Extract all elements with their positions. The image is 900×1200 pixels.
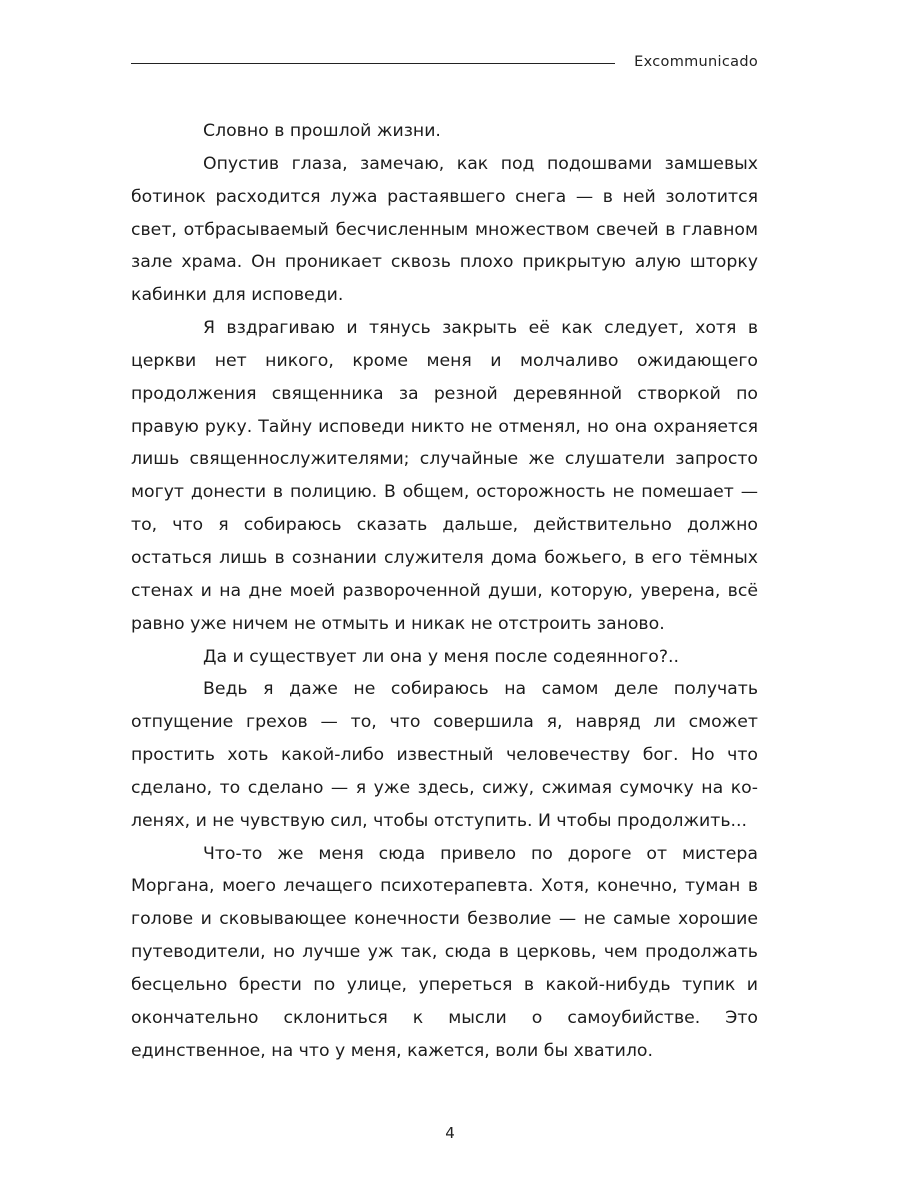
paragraph: Опустив глаза, замечаю, как под подошвами замшевых ботинок расходится лужа растаявшего снега — в ней золотится свет, отбрасываемый бесчисленным множеством свечей в главном зале храма. Он проникает сквозь плохо прикрытую алую шторку кабинки для исповеди. bbox=[131, 153, 758, 306]
page-number: 4 bbox=[445, 1124, 455, 1142]
running-header bbox=[131, 52, 758, 74]
paragraph: Я вздрагиваю и тянусь закрыть её как следует, хотя в церкви нет никого, кроме меня и молчаливо ожидающего продолжения священника за резной деревянной створкой по правую руку. Тайну исповеди никто не отменял, но она охраняется лишь священнослужителями; случайные же слушатели запросто могут донести в полицию. В общем, осторожность не помешает — то, что я собираюсь сказать дальше, действительно должно остаться лишь в сознании служителя дома божьего, в его тёмных стенах и на дне моей развороченной души, которую, уверена, всё равно уже ничем не отмыть и никак не отстроить заново. bbox=[131, 318, 758, 634]
paragraph: Ведь я даже не собираюсь на самом деле получать отпущение грехов — то, что совершила я, навряд ли сможет простить хоть какой-либо известный человечеству бог. Но что сделано, то сделано — я уже здесь, сижу, сжимая сумочку на коленях, и не чувствую сил, чтобы отступить. И чтобы продолжить... bbox=[131, 679, 758, 831]
header-rule bbox=[131, 63, 615, 64]
paragraph: Словно в прошлой жизни. bbox=[203, 121, 441, 141]
paragraph: Да и существует ли она у меня после содеянного?.. bbox=[203, 646, 679, 667]
body-text bbox=[131, 115, 758, 1067]
book-title-header: Excommunicado bbox=[634, 54, 758, 70]
paragraph: Что-то же меня сюда привело по дороге от мистера Моргана, моего лечащего психотерапевта. Хотя, конечно, туман в голове и сковывающее конечности безволие — не самые хорошие путеводители, но лучше уж так, сюда в церковь, чем продолжать бесцельно брести по улице, упереться в какой-нибудь тупик и окончательно склониться к мысли о самоубийстве. Это единственное, на что у меня, кажется, воли бы хватило. bbox=[131, 843, 758, 1061]
